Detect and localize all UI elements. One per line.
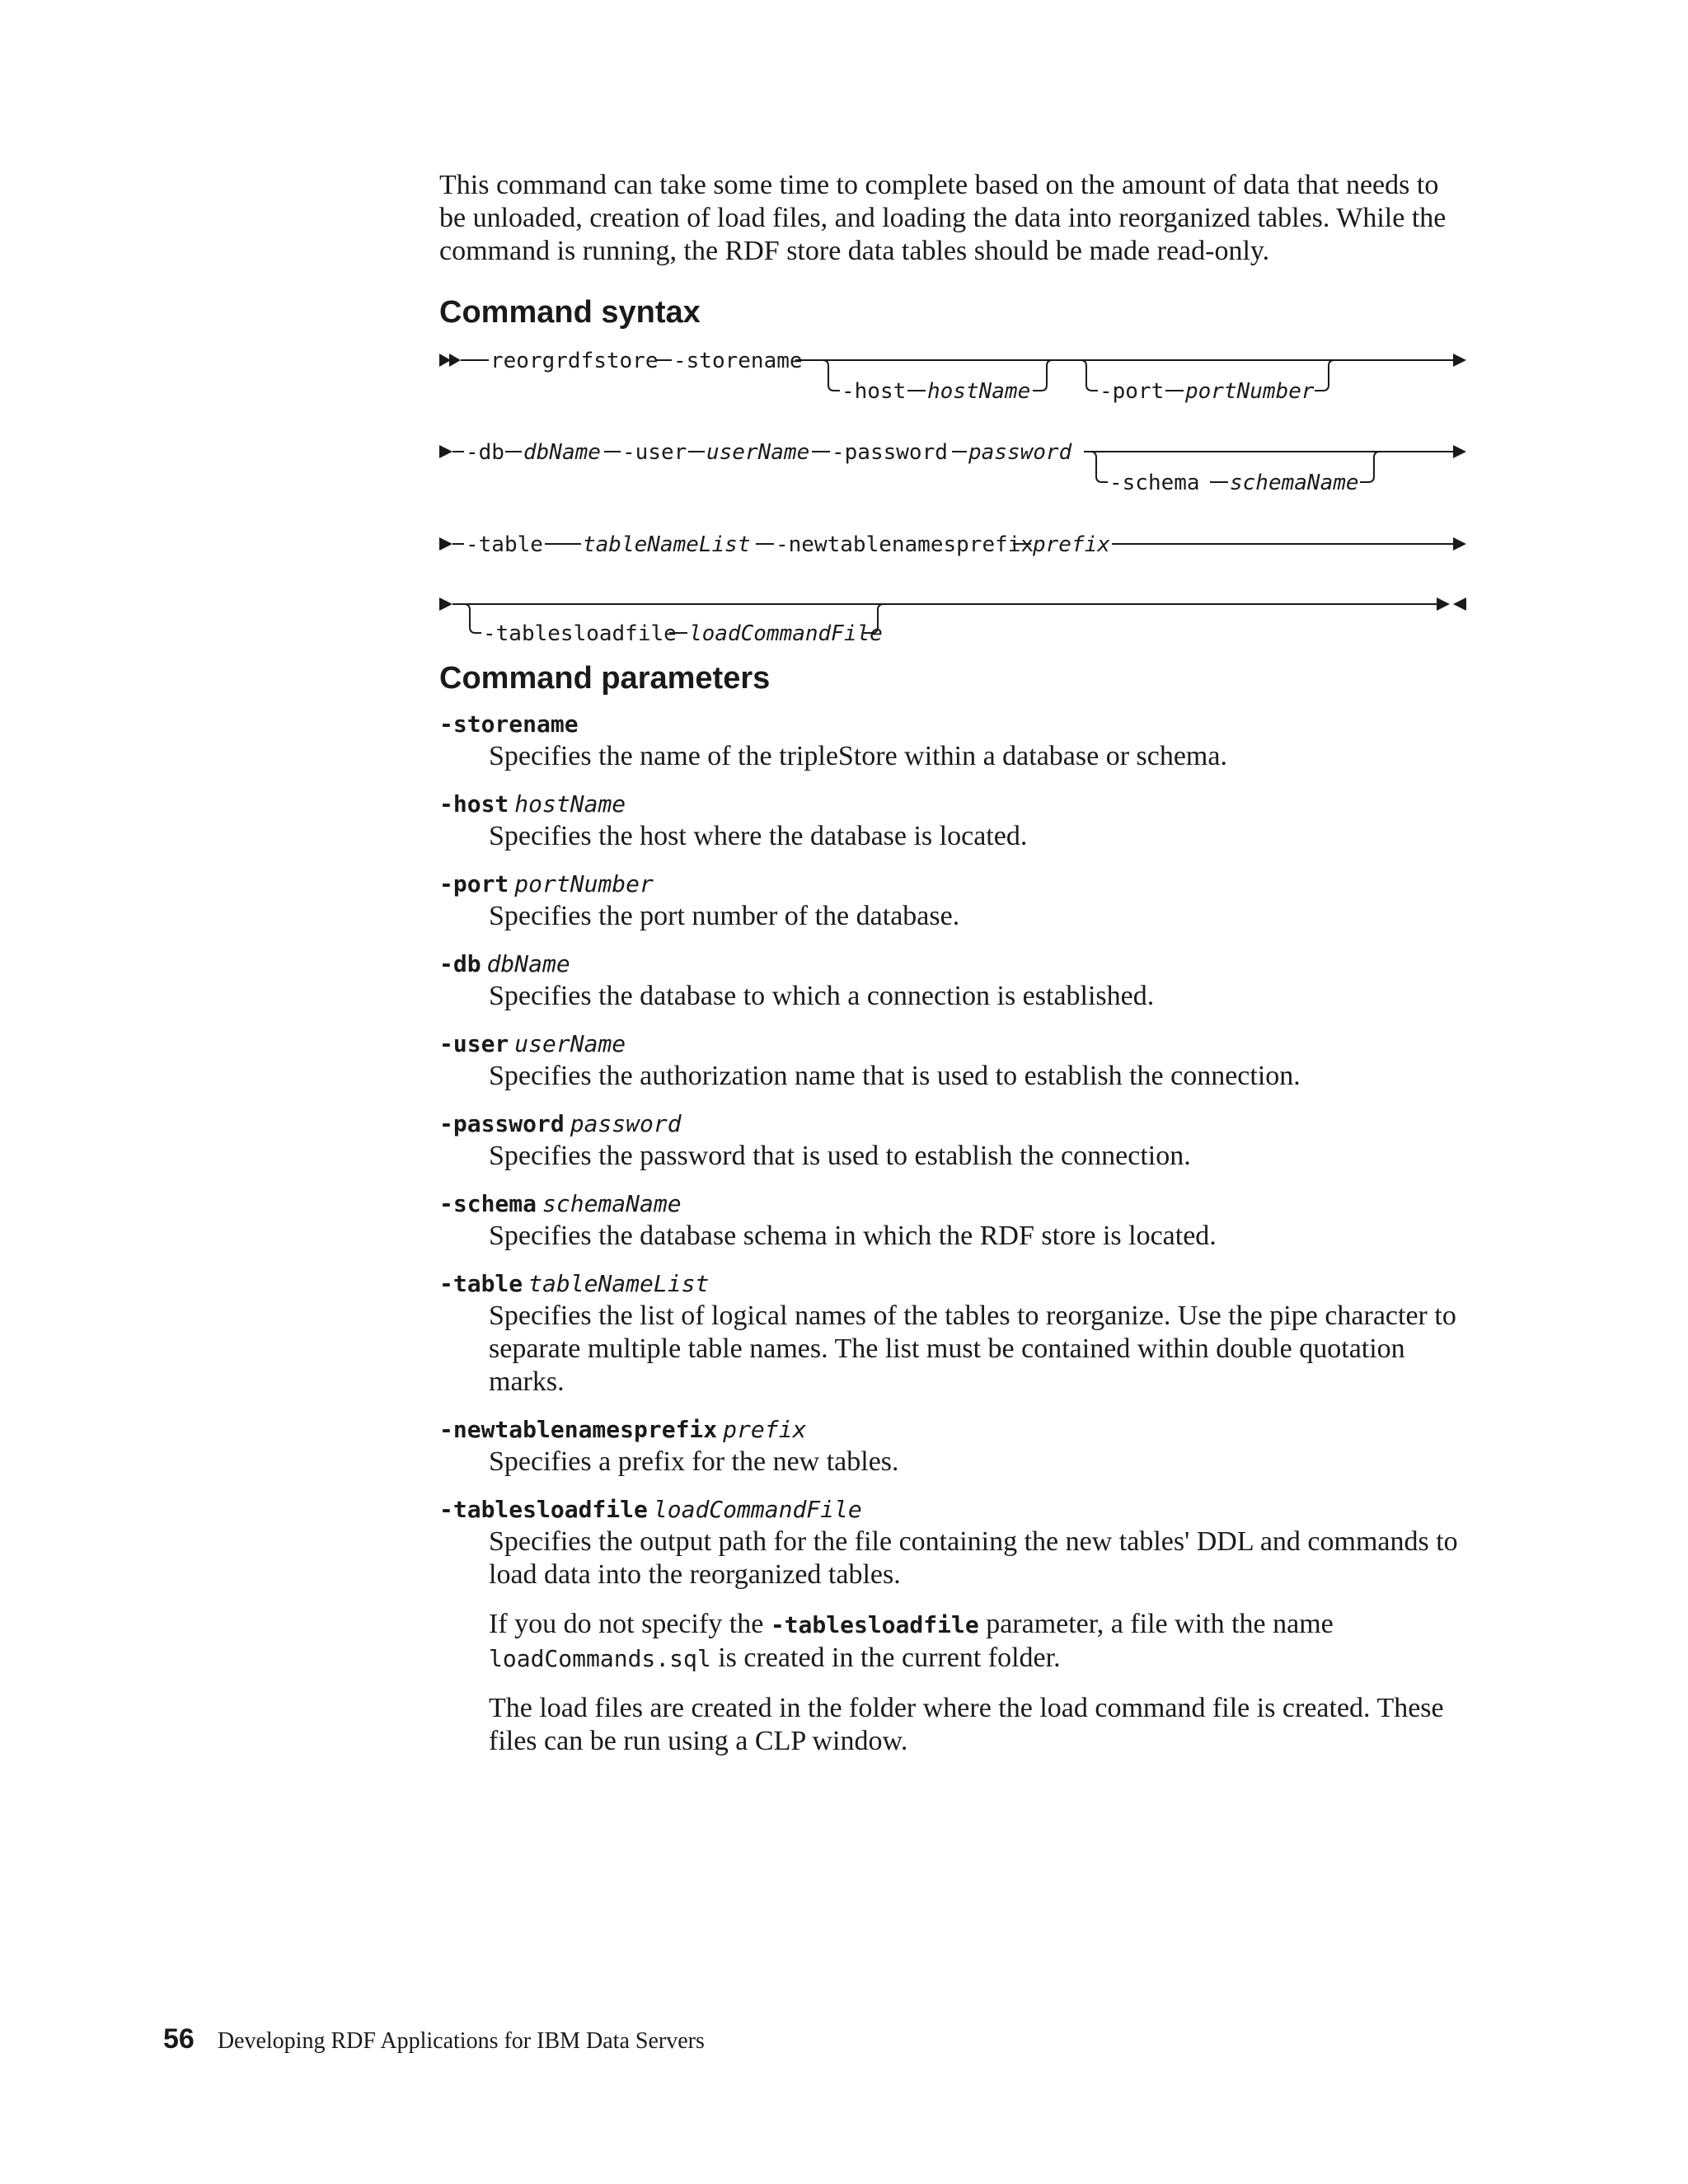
end-arrow-icon [1437, 598, 1466, 611]
page-content [439, 169, 1470, 1758]
param-desc-tablesloadfile: Specifies the output path for the file containing the new tables' DDL and commands to load data into the reorganized tables. If you do not specify the -tablesloadfile parameter, a file with the name loadCommands.sql is created in the current folder. The load files are created in the folder where the load command file is created. These files can be run using a CLP window. [489, 1526, 1470, 1758]
load-files-note: The load files are created in the folder where the load command file is created. These files can be run using a CLP window. [489, 1693, 1444, 1756]
param-desc-schema: Specifies the database schema in which the RDF store is located. [489, 1221, 1217, 1251]
param-term-port: -port portNumber [439, 870, 654, 898]
page-number: 56 [163, 2023, 195, 2055]
syntax-cmd: reorgrdfstore [490, 349, 659, 373]
syntax-port-var: portNumber [1185, 379, 1315, 404]
param-desc-password: Specifies the password that is used to establish the connection. [489, 1141, 1191, 1171]
param-desc-storename: Specifies the name of the tripleStore within a database or schema. [489, 741, 1227, 771]
param-list [439, 710, 1470, 1758]
param-term-host: -host hostName [439, 790, 626, 818]
param-term-newtablenamesprefix: -newtablenamesprefix prefix [439, 1416, 807, 1443]
continue-arrow-icon [1453, 354, 1466, 367]
syntax-diagram [439, 345, 1470, 658]
syntax-password-var: password [968, 440, 1072, 465]
continue-arrow-icon [439, 445, 452, 458]
param-desc-table: Specifies the list of logical names of the tables to reorganize. Use the pipe character to separate multiple table names. The list must be contained within double quotation marks. [489, 1301, 1456, 1397]
syntax-heading: Command syntax [439, 295, 701, 330]
param-term-table: -table tableNameList [439, 1270, 710, 1297]
syntax-host-kw: -host [842, 379, 907, 404]
continue-arrow-icon [1453, 537, 1466, 551]
syntax-tablesload-kw: -tablesloadfile [483, 621, 677, 646]
param-desc-newtablenamesprefix: Specifies a prefix for the new tables. [489, 1446, 899, 1477]
syntax-table-kw: -table [466, 532, 543, 557]
syntax-row-2 [439, 440, 1466, 495]
param-desc-db: Specifies the database to which a connection is established. [489, 981, 1155, 1011]
syntax-host-var: hostName [927, 379, 1031, 404]
syntax-db-kw: -db [466, 440, 504, 465]
syntax-table-var: tableNameList [583, 532, 751, 557]
param-term-db: -db dbName [439, 950, 570, 977]
param-term-user: -user userName [439, 1030, 626, 1057]
page-footer [163, 2023, 705, 2055]
syntax-port-kw: -port [1100, 379, 1165, 404]
syntax-storename: -storename [673, 349, 803, 373]
syntax-schema-var: schemaName [1230, 471, 1359, 495]
syntax-password-kw: -password [832, 440, 948, 465]
param-desc-host: Specifies the host where the database is located. [489, 821, 1028, 851]
continue-arrow-icon [1453, 445, 1466, 458]
continue-arrow-icon [439, 537, 452, 551]
param-term-tablesloadfile: -tablesloadfile loadCommandFile [439, 1496, 862, 1523]
start-arrow-icon [439, 354, 461, 367]
tablesload-note: If you do not specify the -tablesloadfile parameter, a file with the name loadCommands.sql is created in the current folder. [489, 1609, 1334, 1673]
book-title: Developing RDF Applications for IBM Data Servers [217, 2028, 705, 2054]
syntax-user-kw: -user [622, 440, 687, 465]
syntax-row-1 [439, 349, 1466, 404]
param-term-password: -password password [439, 1110, 682, 1137]
intro-paragraph: This command can take some time to complete based on the amount of data that needs to be unloaded, creation of load files, and loading the data into reorganized tables. While the command is running, the RDF store data tables should be made read-only. [439, 170, 1447, 266]
syntax-prefix-kw: -newtablenamesprefix [776, 532, 1034, 557]
param-desc-port: Specifies the port number of the database. [489, 901, 960, 931]
param-term-storename: -storename [439, 710, 579, 738]
syntax-user-var: userName [706, 440, 810, 465]
continue-arrow-icon [439, 598, 452, 611]
syntax-prefix-var: prefix [1033, 532, 1110, 557]
syntax-db-var: dbName [523, 440, 601, 465]
syntax-tablesload-var: loadCommandFile [689, 621, 883, 646]
syntax-row-3 [439, 532, 1466, 557]
param-term-schema: -schema schemaName [439, 1190, 682, 1217]
syntax-schema-kw: -schema [1109, 471, 1200, 495]
param-desc-user: Specifies the authorization name that is used to establish the connection. [489, 1061, 1301, 1091]
syntax-row-4 [439, 598, 1466, 646]
params-heading: Command parameters [439, 661, 771, 696]
